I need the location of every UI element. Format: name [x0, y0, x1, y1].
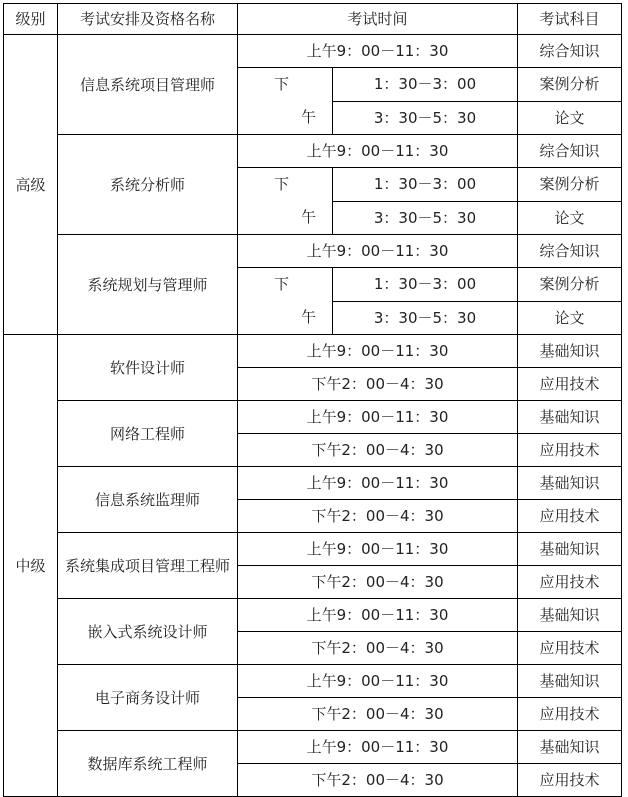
level-senior: 高级 [4, 35, 58, 335]
intermediate-exam-row [4, 533, 622, 566]
afternoon-label-wu: 午 [300, 208, 316, 226]
exam-subject: 基础知识 [518, 467, 622, 500]
exam-subject: 应用技术 [518, 434, 622, 467]
senior-exam-row [4, 135, 622, 168]
intermediate-exam-row [4, 731, 622, 764]
exam-time-afternoon-2: 3：30－5：30 [333, 201, 518, 235]
exam-subject: 应用技术 [518, 698, 622, 731]
exam-time-afternoon: 下午2：00－4：30 [238, 500, 518, 533]
exam-subject: 应用技术 [518, 368, 622, 401]
afternoon-label-xia: 下 [274, 175, 290, 193]
afternoon-label-xia: 下 [274, 275, 290, 293]
header-name: 考试安排及资格名称 [58, 4, 238, 35]
exam-name: 信息系统监理师 [58, 467, 238, 533]
exam-subject: 应用技术 [518, 566, 622, 599]
exam-subject: 论文 [518, 301, 622, 335]
afternoon-label [238, 68, 333, 135]
level-intermediate: 中级 [4, 335, 58, 797]
exam-subject: 综合知识 [518, 135, 622, 168]
afternoon-label-xia: 下 [274, 75, 290, 93]
exam-time-afternoon-1: 1：30－3：00 [333, 168, 518, 202]
intermediate-exam-row [4, 401, 622, 434]
afternoon-label [238, 268, 333, 335]
exam-time-afternoon: 下午2：00－4：30 [238, 764, 518, 797]
exam-name: 系统分析师 [58, 135, 238, 235]
intermediate-exam-row [4, 467, 622, 500]
exam-name: 网络工程师 [58, 401, 238, 467]
afternoon-label-wu: 午 [300, 308, 316, 326]
exam-subject: 基础知识 [518, 599, 622, 632]
afternoon-label-wu: 午 [300, 108, 316, 126]
exam-time-afternoon-2: 3：30－5：30 [333, 301, 518, 335]
exam-time-afternoon-1: 1：30－3：00 [333, 268, 518, 302]
exam-subject: 综合知识 [518, 35, 622, 68]
header-subject: 考试科目 [518, 4, 622, 35]
exam-subject: 论文 [518, 201, 622, 235]
exam-time-afternoon: 下午2：00－4：30 [238, 632, 518, 665]
exam-subject: 基础知识 [518, 731, 622, 764]
exam-subject: 论文 [518, 101, 622, 135]
exam-subject: 案例分析 [518, 168, 622, 202]
intermediate-exam-row [4, 335, 622, 368]
exam-time-morning: 上午9：00－11：30 [238, 731, 518, 764]
exam-subject: 基础知识 [518, 335, 622, 368]
exam-time-morning: 上午9：00－11：30 [238, 665, 518, 698]
afternoon-label [238, 168, 333, 235]
exam-name: 软件设计师 [58, 335, 238, 401]
intermediate-exam-row [4, 599, 622, 632]
exam-time-morning: 上午9：00－11：30 [238, 35, 518, 68]
senior-exam-row [4, 235, 622, 268]
exam-time-afternoon: 下午2：00－4：30 [238, 698, 518, 731]
exam-subject: 应用技术 [518, 632, 622, 665]
exam-time-morning: 上午9：00－11：30 [238, 401, 518, 434]
exam-subject: 基础知识 [518, 533, 622, 566]
exam-time-afternoon-1: 1：30－3：00 [333, 68, 518, 102]
header-level: 级别 [4, 4, 58, 35]
header-time: 考试时间 [238, 4, 518, 35]
exam-subject: 案例分析 [518, 268, 622, 302]
exam-time-afternoon-2: 3：30－5：30 [333, 101, 518, 135]
exam-time-afternoon: 下午2：00－4：30 [238, 434, 518, 467]
exam-schedule-table [3, 3, 622, 797]
header-row [4, 4, 622, 35]
exam-time-afternoon: 下午2：00－4：30 [238, 566, 518, 599]
exam-subject: 应用技术 [518, 764, 622, 797]
exam-name: 系统规划与管理师 [58, 235, 238, 335]
exam-time-morning: 上午9：00－11：30 [238, 335, 518, 368]
exam-subject: 基础知识 [518, 401, 622, 434]
exam-subject: 应用技术 [518, 500, 622, 533]
exam-subject: 案例分析 [518, 68, 622, 102]
senior-exam-row [4, 35, 622, 68]
exam-name: 信息系统项目管理师 [58, 35, 238, 135]
exam-time-morning: 上午9：00－11：30 [238, 599, 518, 632]
exam-name: 数据库系统工程师 [58, 731, 238, 797]
exam-name: 嵌入式系统设计师 [58, 599, 238, 665]
exam-time-afternoon: 下午2：00－4：30 [238, 368, 518, 401]
exam-time-morning: 上午9：00－11：30 [238, 135, 518, 168]
exam-subject: 基础知识 [518, 665, 622, 698]
exam-time-morning: 上午9：00－11：30 [238, 235, 518, 268]
exam-name: 电子商务设计师 [58, 665, 238, 731]
intermediate-exam-row [4, 665, 622, 698]
exam-name: 系统集成项目管理工程师 [58, 533, 238, 599]
exam-time-morning: 上午9：00－11：30 [238, 467, 518, 500]
exam-subject: 综合知识 [518, 235, 622, 268]
exam-time-morning: 上午9：00－11：30 [238, 533, 518, 566]
